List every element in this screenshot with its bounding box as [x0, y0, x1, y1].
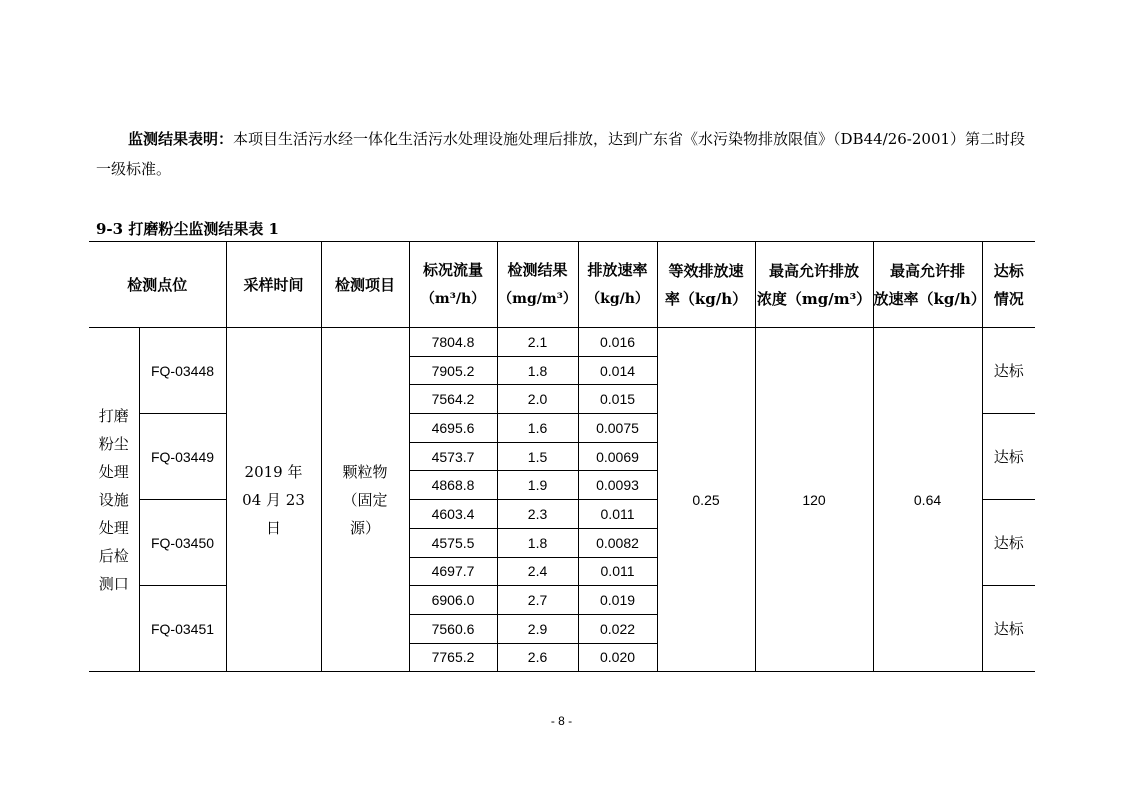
header-max-conc-b: 浓度（mg/m³）	[756, 289, 872, 308]
header-row	[89, 242, 1035, 328]
rate-value: 0.0082	[578, 528, 657, 557]
header-status-a: 达标	[993, 261, 1024, 280]
rate-value: 0.020	[578, 643, 657, 672]
result-value: 1.8	[497, 356, 578, 385]
header-equiv-rate	[657, 242, 755, 328]
status-value: 达标	[982, 328, 1035, 414]
header-equiv-b: 率（kg/h）	[664, 289, 748, 308]
header-flow	[409, 242, 497, 328]
rate-value: 0.016	[578, 328, 657, 357]
header-status	[982, 242, 1035, 328]
flow-value: 6906.0	[409, 586, 497, 615]
rate-value: 0.0075	[578, 414, 657, 443]
result-value: 2.9	[497, 614, 578, 643]
header-max-rate-a: 最高允许排	[890, 261, 966, 280]
header-max-conc-a: 最高允许排放	[769, 261, 860, 280]
max-conc-value: 120	[755, 328, 873, 672]
rate-value: 0.011	[578, 557, 657, 586]
result-value: 1.5	[497, 442, 578, 471]
equiv-rate-value: 0.25	[657, 328, 755, 672]
flow-value: 7564.2	[409, 385, 497, 414]
rate-value: 0.0093	[578, 471, 657, 500]
status-value: 达标	[982, 414, 1035, 500]
rate-value: 0.019	[578, 586, 657, 615]
status-value: 达标	[982, 500, 1035, 586]
rate-value: 0.011	[578, 500, 657, 529]
header-status-b: 情况	[993, 289, 1024, 308]
result-value: 1.6	[497, 414, 578, 443]
header-time: 采样时间	[226, 242, 321, 328]
header-item: 检测项目	[321, 242, 409, 328]
result-value: 2.7	[497, 586, 578, 615]
summary-paragraph	[96, 124, 1036, 184]
rate-value: 0.022	[578, 614, 657, 643]
table-title: 9-3 打磨粉尘监测结果表 1	[96, 220, 279, 238]
page-number: - 8 -	[550, 714, 573, 728]
outlet-id: FQ-03451	[139, 586, 226, 672]
outlet-id: FQ-03450	[139, 500, 226, 586]
header-flow-unit: （m³/h）	[420, 291, 486, 307]
header-equiv-a: 等效排放速	[668, 261, 744, 280]
header-result-unit: （mg/m³）	[498, 291, 577, 307]
monitoring-results-table	[89, 241, 1035, 672]
result-value: 1.8	[497, 528, 578, 557]
header-rate-label: 排放速率	[587, 261, 648, 279]
result-value: 2.4	[497, 557, 578, 586]
summary-text: 本项目生活污水经一体化生活污水处理设施处理后排放，达到广东省《水污染物排放限值》（DB44/26-2001）第二时段一级标准。	[96, 130, 1026, 178]
rate-value: 0.0069	[578, 442, 657, 471]
status-value: 达标	[982, 586, 1035, 672]
flow-value: 4868.8	[409, 471, 497, 500]
header-max-rate-b: 放速率（kg/h）	[873, 289, 986, 308]
result-value: 2.3	[497, 500, 578, 529]
test-item: 颗粒物（固定源）	[321, 328, 409, 672]
header-point: 检测点位	[89, 242, 226, 328]
outlet-id: FQ-03449	[139, 414, 226, 500]
header-flow-label: 标况流量	[423, 261, 484, 279]
table-row	[89, 328, 1035, 357]
flow-value: 4575.5	[409, 528, 497, 557]
result-value: 2.0	[497, 385, 578, 414]
flow-value: 4695.6	[409, 414, 497, 443]
header-max-conc	[755, 242, 873, 328]
header-result-label: 检测结果	[507, 261, 568, 279]
site-cell: 打磨粉尘处理设施处理后检测口	[89, 328, 139, 672]
rate-value: 0.014	[578, 356, 657, 385]
header-result	[497, 242, 578, 328]
summary-lead: 监测结果表明：	[128, 130, 234, 148]
header-rate-unit: （kg/h）	[586, 291, 649, 307]
flow-value: 4603.4	[409, 500, 497, 529]
flow-value: 4573.7	[409, 442, 497, 471]
result-value: 1.9	[497, 471, 578, 500]
flow-value: 7765.2	[409, 643, 497, 672]
flow-value: 4697.7	[409, 557, 497, 586]
result-value: 2.6	[497, 643, 578, 672]
flow-value: 7804.8	[409, 328, 497, 357]
max-rate-value: 0.64	[873, 328, 982, 672]
header-rate	[578, 242, 657, 328]
result-value: 2.1	[497, 328, 578, 357]
outlet-id: FQ-03448	[139, 328, 226, 414]
rate-value: 0.015	[578, 385, 657, 414]
flow-value: 7560.6	[409, 614, 497, 643]
flow-value: 7905.2	[409, 356, 497, 385]
sampling-date: 2019 年 04 月 23 日	[226, 328, 321, 672]
header-max-rate	[873, 242, 986, 328]
